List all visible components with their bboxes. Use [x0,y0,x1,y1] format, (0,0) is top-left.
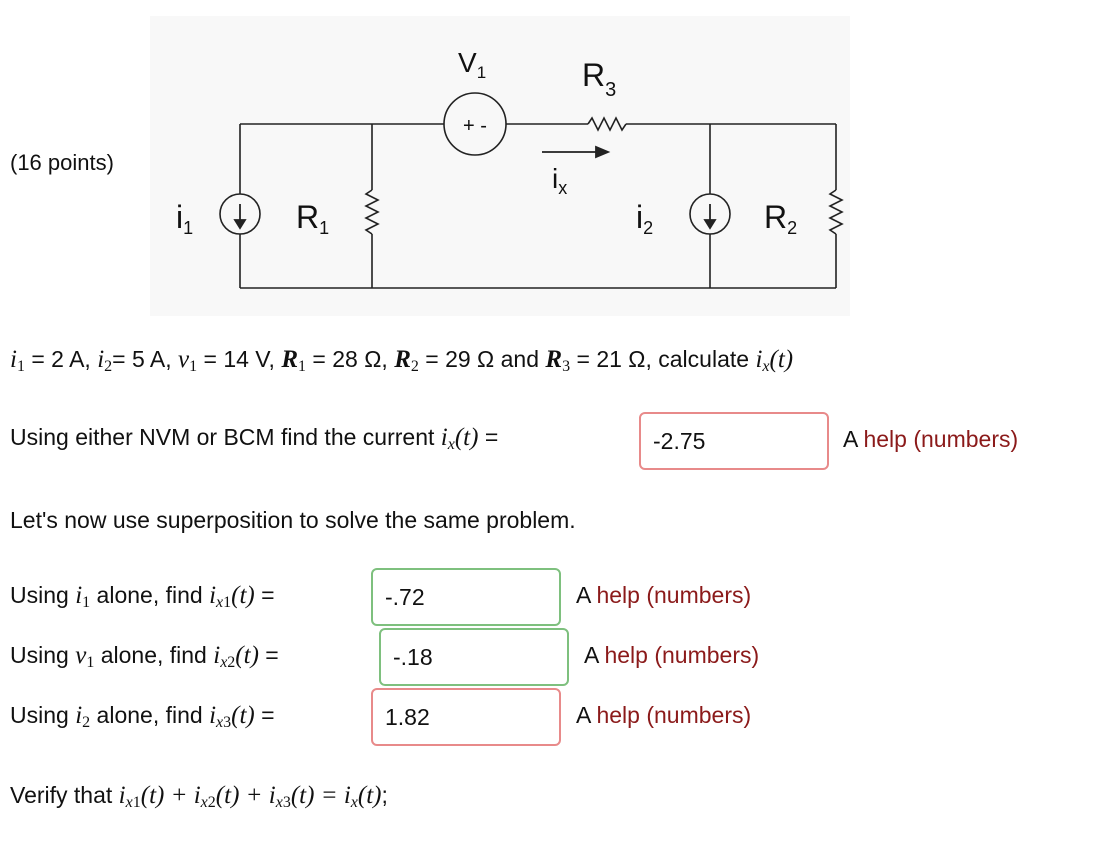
math-r1: $R_1$ [281,346,307,375]
q2-help-link[interactable]: help (numbers) [596,582,752,608]
r1-resistor [366,190,378,234]
math-i2-q4: $i_2$ [75,702,91,731]
math-r3: $R_3$ [545,346,571,375]
q2-prompt [10,582,275,612]
q3-equals: = [265,642,279,668]
math-ix2-t: $ix_2(t)$ [213,642,259,671]
q2-middle: alone, find [96,582,203,608]
q3-help [584,642,759,669]
v1-polarity: + - [463,115,487,137]
i1-arrowhead [235,220,245,228]
math-r2: $R_2$ [394,346,419,375]
given-r2: = 29 Ω and [425,346,540,372]
ix-arrowhead [596,147,608,157]
q1-unit: A [843,426,858,452]
q4-equals: = [261,702,275,728]
q1-help [843,426,1018,453]
verify-suffix: ; [381,782,388,808]
ix-label: $i_x$ [552,163,568,198]
q4-help-link[interactable]: help (numbers) [596,702,752,728]
math-i1: $i_1$ [10,346,25,375]
q1-help-link[interactable]: help (numbers) [863,426,1019,452]
q1-equals: = [484,424,499,450]
given-r1: = 28 Ω, [312,346,388,372]
given-v1: = 14 V, [203,346,275,372]
i2-label: i2 [636,199,654,238]
r3-resistor [588,118,626,130]
r3-label: $R_3$ [582,57,617,101]
superposition-intro: Let's now use superposition to solve the same problem. [10,507,576,533]
math-ix1-t: $ix_1(t)$ [209,582,255,611]
math-ix-t-q1: ix(t) [440,424,479,453]
math-ix-t: ix(t) [755,346,794,375]
given-r3: = 21 Ω, calculate [576,346,750,372]
q4-unit: A [576,702,591,728]
circuit-diagram [150,16,850,316]
q4-help [576,702,751,729]
math-v1-q3: $v_1$ [75,642,95,671]
i2-arrowhead [705,220,715,228]
q4-middle: alone, find [96,702,203,728]
v1-label: $V_1$ [458,47,487,82]
circuit-svg [150,16,850,316]
given-i1: = 2 A, [31,346,91,372]
q1-prompt [10,424,498,454]
q2-prefix: Using [10,582,69,608]
q3-unit: A [584,642,599,668]
r1-label: R1 [296,199,330,238]
q2-unit: A [576,582,591,608]
math-verify-sum: $ix_1(t) + ix_2(t) + ix_3(t) = ix(t)$ [118,782,382,811]
verify-prefix: Verify that [10,782,113,808]
points-label: (16 points) [10,150,114,175]
given-values [10,346,793,376]
q1-text: Using either NVM or BCM find the current [10,424,435,450]
q4-answer-input[interactable] [371,688,561,746]
r2-label: R2 [764,199,798,238]
math-ix3-t: $ix_3(t)$ [209,702,255,731]
q1-answer-input[interactable] [639,412,829,470]
q3-middle: alone, find [100,642,207,668]
r2-resistor [830,190,842,234]
math-i2: $i_2$ [97,346,113,375]
q3-help-link[interactable]: help (numbers) [604,642,760,668]
math-i1-q2: $i_1$ [75,582,91,611]
q3-prompt [10,642,279,672]
q2-answer-input[interactable] [371,568,561,626]
q4-prefix: Using [10,702,69,728]
math-v1: $v_1$ [178,346,198,375]
i1-label: i1 [176,199,194,238]
q3-prefix: Using [10,642,69,668]
given-i2: = 5 A, [112,346,172,372]
verify-line [10,782,388,812]
q2-equals: = [261,582,275,608]
q2-help [576,582,751,609]
q3-answer-input[interactable] [379,628,569,686]
q4-prompt [10,702,275,732]
